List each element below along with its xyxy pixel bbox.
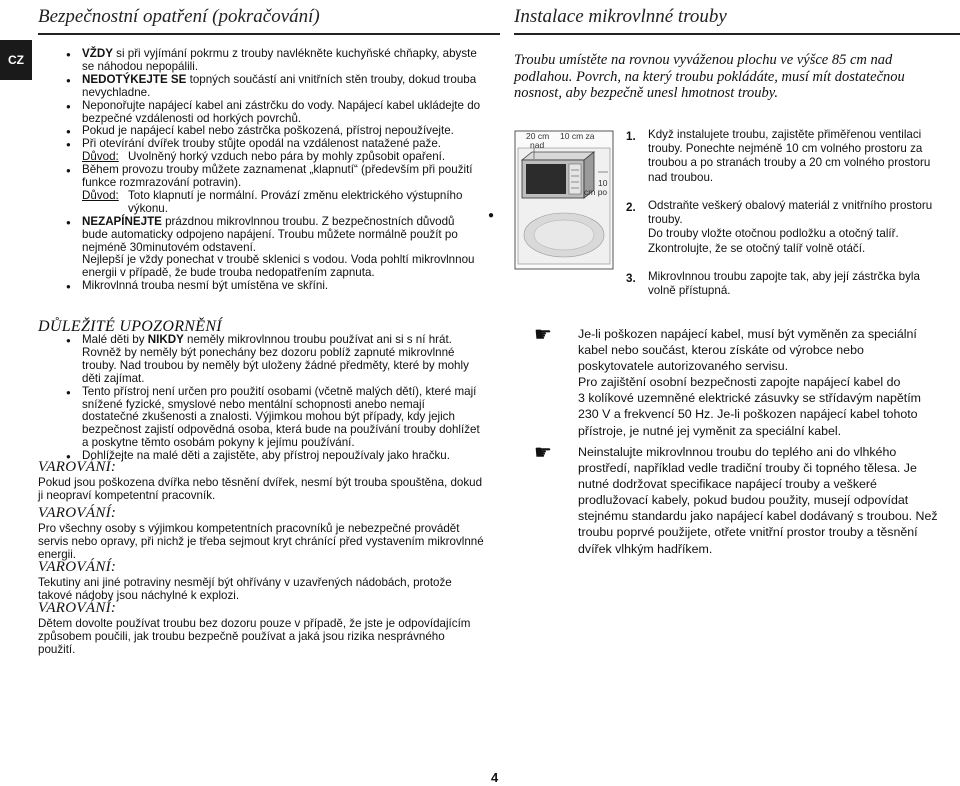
- bullet-dot-icon: ●: [66, 127, 71, 137]
- bullet-dot-icon: ●: [66, 166, 71, 176]
- step-line: trouby.: [648, 213, 683, 227]
- warning-text: Tekutiny ani jiné potraviny nesmějí být ohřívány v uzavřených nádobách, protože: [38, 576, 452, 589]
- line-text: Mikrovlnná trouba nesmí být umístěna ve skříni.: [82, 279, 329, 293]
- note-line: 3 kolíkové uzemněné elektrické zásuvky se střídavým napětím: [578, 391, 921, 406]
- text-line: [82, 137, 441, 150]
- line-text: děti zajímat.: [82, 371, 145, 385]
- note-line: 230 V a frekvencí 50 Hz. Je-li poškozen napájecí kabel tohoto: [578, 407, 918, 422]
- warning-text: použití.: [38, 643, 76, 656]
- step-line: troubou a po stranách trouby a 20 cm volného prostoru: [648, 156, 931, 170]
- warning-title: VAROVÁNÍ:: [38, 505, 117, 521]
- step-number: 2.: [626, 201, 636, 214]
- text-line: [82, 99, 480, 112]
- warning-title: VAROVÁNÍ:: [38, 600, 117, 616]
- line-text: výkonu.: [128, 201, 168, 215]
- note-line: troubu poprvé použijete, otřete vnitřní prostor trouby a těsnění: [578, 525, 918, 540]
- text-line: [82, 253, 474, 266]
- bullet-dot-icon: ●: [66, 50, 71, 59]
- text-line: [82, 73, 476, 86]
- line-prefix: Malé děti by: [82, 333, 148, 346]
- note-line: prostředí, například vedle tradiční trouby či topného tělesa. Je: [578, 461, 917, 476]
- line-text: snížené fyzické, smyslové nebo mentální schopnosti anebo nemají: [82, 397, 425, 411]
- line-text: prázdnou mikrovlnnou troubu. Z bezpečnostních důvodů: [161, 214, 455, 228]
- text-line: [82, 86, 150, 99]
- text-line: [82, 241, 256, 254]
- text-line: [82, 47, 477, 60]
- warning-text: Dětem dovolte používat troubu bez dozoru pouze v případě, že jste je odpovídajícím: [38, 617, 471, 630]
- important-notice-title: DŮLEŽITÉ UPOZORNĚNÍ: [38, 318, 222, 335]
- line-text: dostatečné zkušenosti a znalosti. Výjimkou mohou být případy, kdy jejich: [82, 410, 455, 424]
- intro-line: nosnost, aby bezpečně unesl hmotnost trouby.: [514, 85, 779, 101]
- bullet-dot-icon: ●: [66, 452, 71, 462]
- note-line: dvířek vlhkým hadříkem.: [578, 541, 713, 556]
- warning-text: takové nádoby jsou náchylné k explozi.: [38, 589, 240, 602]
- page-title-left: Bezpečnostní opatření (pokračování): [38, 6, 320, 27]
- intro-line: podlahou. Povrch, na který troubu pokládáte, musí mít dostatečnou: [514, 68, 905, 85]
- warning-title: VAROVÁNÍ:: [38, 559, 117, 575]
- bullet-dot-icon: ●: [66, 336, 71, 345]
- line-text: Toto klapnutí je normální. Provází změnu elektrického výstupního: [128, 188, 463, 202]
- step-line: Když instalujete troubu, zajistěte přiměřenou ventilaci: [648, 128, 922, 141]
- note-line: nutné dodržovat specifikace napájecí trouby a veškeré: [578, 477, 877, 492]
- line-text: Nejlepší je vždy ponechat v troubě sklenici s vodou. Voda pohltí mikrovlnnou: [82, 253, 475, 267]
- line-text: bezpečnost zajistí odpovědná osoba, která bude na používání trouby dohlížet: [82, 423, 480, 437]
- installation-intro: [514, 52, 954, 102]
- note-power-cable: [578, 326, 958, 439]
- text-line: [82, 60, 198, 73]
- text-line: [82, 266, 375, 279]
- text-line: [82, 112, 301, 125]
- page-number: 4: [491, 770, 499, 785]
- warning-text: způsobem poučili, jak troubu bezpečně používat a jaká jsou rizika nesprávného: [38, 630, 445, 643]
- bullet-dot-icon: ●: [66, 75, 71, 85]
- header-rule-right: [514, 33, 960, 35]
- text-line: [82, 228, 458, 241]
- bullet-dot-icon: ●: [488, 210, 495, 221]
- line-text: Neponořujte napájecí kabel ani zástrčku do vody. Napájecí kabel ukládejte do: [82, 98, 481, 112]
- step-line: Do trouby vložte otočnou podložku a otočný talíř.: [648, 227, 899, 241]
- bullet-dot-icon: ●: [66, 217, 71, 227]
- step-line: trouby. Ponechte nejméně 10 cm volného prostoru za: [648, 142, 923, 156]
- line-text: topných součástí ani vnitřních stěn trouby, dokud trouba: [186, 72, 477, 86]
- oven-clearance-diagram: [514, 130, 614, 270]
- clearance-label-side: 10: [598, 178, 608, 188]
- note-line: přístroje, je nutné jej vyměnit za speciální kabel.: [578, 423, 842, 438]
- reason-label: Důvod:: [82, 150, 119, 164]
- text-line: [82, 150, 445, 163]
- text-line: [82, 189, 462, 202]
- text-line: [82, 215, 455, 228]
- step-number: 3.: [626, 272, 636, 285]
- text-line: [82, 385, 476, 398]
- text-line: [82, 124, 454, 137]
- note-line: kabel nebo součást, kterou získáte od výrobce nebo: [578, 343, 864, 358]
- note-line: stejnému standardu jako napájecí kabel dodávaný s troubou. Než: [578, 509, 938, 524]
- text-line: [82, 372, 145, 385]
- warning-text: ji neopraví kompetentní pracovník.: [38, 489, 216, 502]
- line-text: Rovněž by neměly být ponechány bez dozoru poblíž zapnuté mikrovlnné: [82, 345, 455, 359]
- text-line: [82, 398, 425, 411]
- intro-line: Troubu umístěte na rovnou vyváženou plochu ve výšce 85 cm nad: [514, 52, 893, 68]
- bullet-dot-icon: ●: [66, 387, 71, 397]
- text-line: [82, 436, 355, 449]
- text-line: [82, 410, 455, 423]
- step-2: [648, 199, 958, 256]
- step-line: nad troubou.: [648, 170, 714, 184]
- step-line: Zkontrolujte, že se otočný talíř volně otáčí.: [648, 241, 866, 255]
- clearance-label-top-sub: nad: [530, 140, 545, 150]
- warning-text: servis nebo opravy, při nichž je třeba sejmout kryt chránící před vystavením mikrovlnné: [38, 535, 484, 548]
- clearance-label-back: 10 cm za: [560, 131, 595, 141]
- text-line: [128, 202, 168, 215]
- pointing-hand-icon: ☛: [534, 324, 552, 346]
- line-text: nevychladne.: [82, 85, 151, 99]
- warning-text: Pokud jsou poškozena dvířka nebo těsnění dvířek, nesmí být trouba spouštěna, dokud: [38, 476, 483, 489]
- step-number: 1.: [626, 130, 636, 143]
- emphasis-text: NIKDY: [147, 333, 184, 346]
- text-line: [82, 176, 241, 189]
- line-text: nejméně 30minutovém odstavení.: [82, 240, 257, 254]
- line-text: Dohlížejte na malé děti a zajistěte, aby přístroj nepoužívaly jako hračku.: [82, 449, 450, 463]
- line-text: Při otevírání dvířek trouby stůjte opodál na vzdálenost natažené paže.: [82, 137, 441, 151]
- warning-title: VAROVÁNÍ:: [38, 459, 117, 475]
- line-text: bezpečné vzdálenosti od horkých povrchů.: [82, 111, 302, 125]
- text-line: [82, 359, 469, 372]
- pointing-hand-icon: ☛: [534, 442, 552, 464]
- bullet-dot-icon: ●: [66, 101, 71, 111]
- line-text: Uvolněný horký vzduch nebo pára by mohly způsobit opaření.: [128, 150, 446, 164]
- line-text: Tento přístroj není určen pro použití osobami (včetně malých dětí), které mají: [82, 384, 477, 398]
- language-tab: CZ: [0, 40, 32, 80]
- bullet-dot-icon: ●: [66, 282, 71, 292]
- line-text: energii v případě, že bude trouba nedopatřením zapnuta.: [82, 266, 375, 280]
- emphasis-text: VŽDY: [82, 47, 113, 60]
- step-3: [648, 270, 958, 298]
- line-text: se náhodou nepopálili.: [82, 59, 199, 73]
- note-line: prodlužovací kabely, pokud budou použity, musejí odpovídat: [578, 493, 909, 508]
- emphasis-text: NEDOTÝKEJTE SE: [82, 72, 187, 86]
- bullet-dot-icon: ●: [66, 140, 71, 150]
- step-line: volně přístupná.: [648, 284, 731, 298]
- emphasis-text: NEZAPÍNEJTE: [82, 214, 162, 228]
- warning-text: energii.: [38, 548, 77, 561]
- oven-illustration: [514, 130, 614, 270]
- text-line: [82, 163, 473, 176]
- step-line: Odstraňte veškerý obalový materiál z vnitřního prostoru: [648, 199, 933, 212]
- note-line: poskytovatele autorizovaného servisu.: [578, 359, 789, 374]
- text-line: [82, 333, 452, 346]
- text-line: [82, 423, 480, 436]
- line-text: funkce rozmrazování potravin).: [82, 176, 242, 189]
- note-environment: [578, 444, 958, 557]
- line-text: neměly mikrovlnnou troubu používat ani si s ní hrát.: [183, 333, 452, 346]
- reason-label: Důvod:: [82, 188, 119, 202]
- text-line: [82, 346, 455, 359]
- line-text: Pokud je napájecí kabel nebo zástrčka poškozená, přístroj nepoužívejte.: [82, 124, 454, 138]
- step-line: Mikrovlnnou troubu zapojte tak, aby její zástrčka byla: [648, 270, 920, 283]
- header-rule-left: [38, 33, 500, 35]
- line-text: si při vyjímání pokrmu z trouby navlékněte kuchyňské chňapky, abyste: [112, 47, 477, 60]
- line-text: Během provozu trouby můžete zaznamenat „klapnutí“ (především při použití: [82, 163, 473, 177]
- page-title-right: Instalace mikrovlnné trouby: [514, 6, 727, 27]
- line-text: a poskytne těmto osobám pokyny k jejímu používání.: [82, 436, 355, 450]
- line-text: trouby. Nad troubou by neměly být uloženy žádné předměty, které by mohly: [82, 358, 469, 372]
- note-line: Neinstalujte mikrovlnnou troubu do teplého ani do vlhkého: [578, 445, 897, 459]
- clearance-label-side-sub: cm po: [584, 187, 608, 197]
- line-text: bude automaticky odpojeno napájení. Troubu můžete normálně použít po: [82, 227, 458, 241]
- note-line: Je-li poškozen napájecí kabel, musí být vyměněn za speciální: [578, 327, 917, 341]
- text-line: [82, 449, 450, 462]
- clearance-label-top: 20 cm: [526, 131, 550, 141]
- step-1: [648, 128, 958, 185]
- note-line: Pro zajištění osobní bezpečnosti zapojte napájecí kabel do: [578, 375, 901, 390]
- warning-text: Pro všechny osoby s výjimkou kompetentních pracovníků je nebezpečné provádět: [38, 522, 460, 535]
- text-line: [82, 279, 328, 292]
